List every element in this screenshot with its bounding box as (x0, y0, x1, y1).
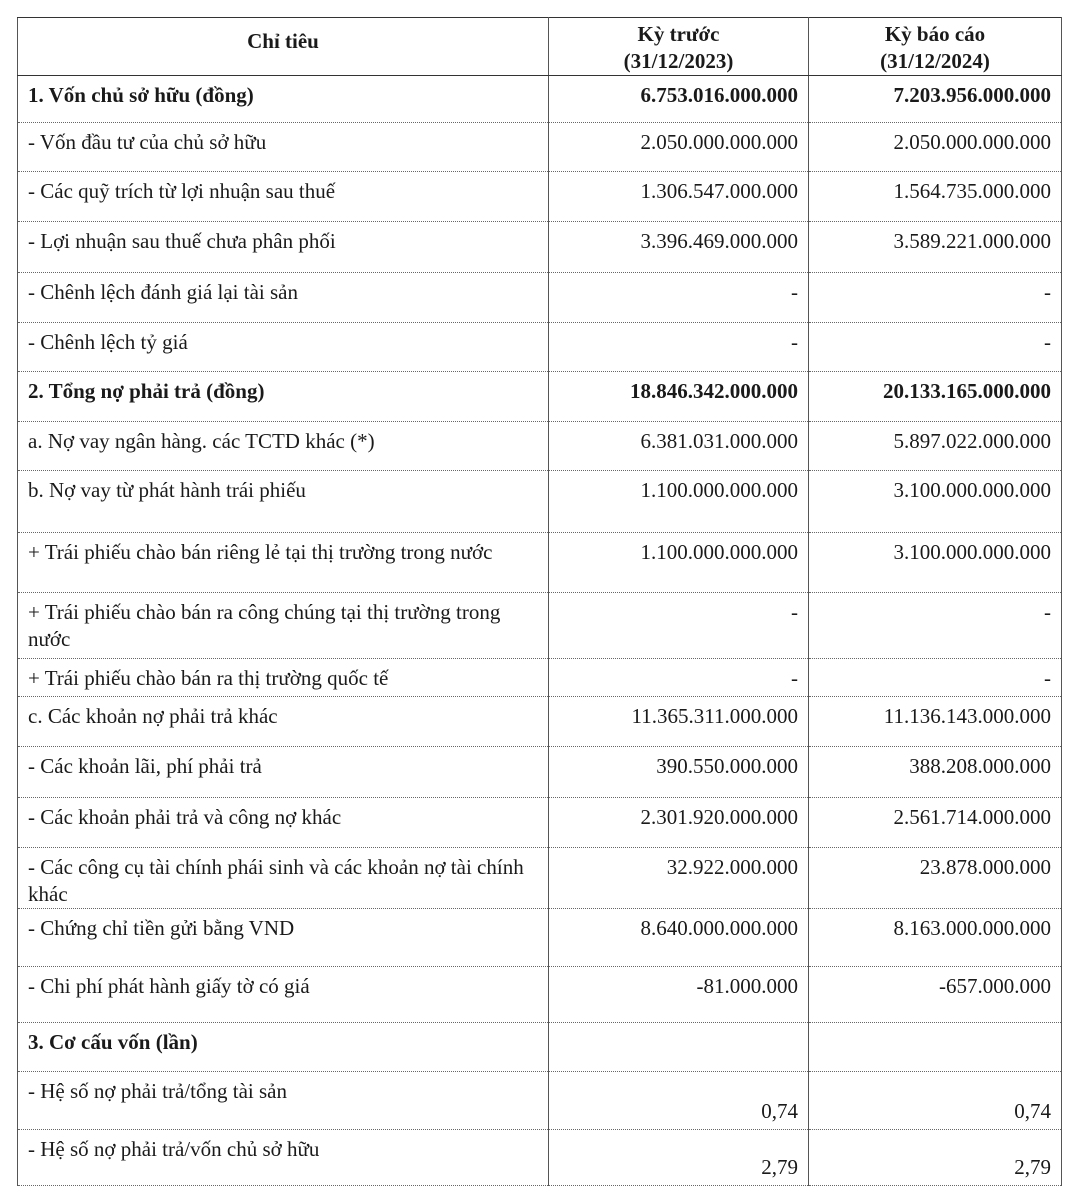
row-label: a. Nợ vay ngân hàng. các TCTD khác (*) (18, 422, 549, 471)
table-row (18, 798, 1062, 848)
row-label: - Các khoản phải trả và công nợ khác (18, 798, 549, 848)
table-row (18, 422, 1062, 471)
row-previous-value: 2.301.920.000.000 (549, 798, 809, 848)
table-row (18, 533, 1062, 593)
table-row (18, 372, 1062, 422)
header-previous-date: (31/12/2023) (623, 49, 734, 73)
table-row (18, 471, 1062, 533)
table-row (18, 747, 1062, 798)
row-report-value: 388.208.000.000 (809, 747, 1062, 798)
row-report-value: 2.050.000.000.000 (809, 123, 1062, 172)
table-row (18, 1072, 1062, 1130)
row-report-value: -657.000.000 (809, 967, 1062, 1023)
row-label: - Các khoản lãi, phí phải trả (18, 747, 549, 798)
row-label: - Hệ số nợ phải trả/tổng tài sản (18, 1072, 549, 1130)
row-previous-value: 390.550.000.000 (549, 747, 809, 798)
row-label: b. Nợ vay từ phát hành trái phiếu (18, 471, 549, 533)
row-previous-value: 11.365.311.000.000 (549, 697, 809, 747)
table-row (18, 909, 1062, 967)
row-previous-value: - (549, 323, 809, 372)
row-label: - Vốn đầu tư của chủ sở hữu (18, 123, 549, 172)
row-previous-value: -81.000.000 (549, 967, 809, 1023)
row-label: 1. Vốn chủ sở hữu (đồng) (18, 76, 549, 123)
table-row (18, 222, 1062, 273)
row-report-value: 8.163.000.000.000 (809, 909, 1062, 967)
table-row (18, 76, 1062, 123)
header-previous-period (549, 18, 809, 76)
row-report-value: 23.878.000.000 (809, 848, 1062, 909)
row-previous-value: 3.396.469.000.000 (549, 222, 809, 273)
row-report-value: 20.133.165.000.000 (809, 372, 1062, 422)
row-label: - Lợi nhuận sau thuế chưa phân phối (18, 222, 549, 273)
row-label: - Chi phí phát hành giấy tờ có giá (18, 967, 549, 1023)
table-row (18, 273, 1062, 323)
header-report-period (809, 18, 1062, 76)
row-report-value: 2,79 (809, 1130, 1062, 1186)
header-indicator: Chỉ tiêu (18, 18, 549, 76)
row-label: - Hệ số nợ phải trả/vốn chủ sở hữu (18, 1130, 549, 1186)
header-previous-label: Kỳ trước (637, 22, 720, 46)
header-report-label: Kỳ báo cáo (884, 22, 986, 46)
row-label: - Chênh lệch tỷ giá (18, 323, 549, 372)
row-previous-value: 6.753.016.000.000 (549, 76, 809, 123)
row-report-value: 2.561.714.000.000 (809, 798, 1062, 848)
row-label: + Trái phiếu chào bán ra thị trường quốc tế (18, 659, 549, 697)
row-label: + Trái phiếu chào bán riêng lẻ tại thị trường trong nước (18, 533, 549, 593)
row-previous-value: 2.050.000.000.000 (549, 123, 809, 172)
row-report-value: 11.136.143.000.000 (809, 697, 1062, 747)
row-label: - Các công cụ tài chính phái sinh và các khoản nợ tài chính khác (18, 848, 549, 909)
row-previous-value: 1.100.000.000.000 (549, 471, 809, 533)
row-previous-value: - (549, 273, 809, 323)
capital-structure-table (17, 17, 1062, 1186)
row-previous-value: - (549, 659, 809, 697)
row-report-value: 3.100.000.000.000 (809, 471, 1062, 533)
row-label: - Chứng chỉ tiền gửi bằng VND (18, 909, 549, 967)
row-report-value: 7.203.956.000.000 (809, 76, 1062, 123)
row-previous-value: 1.306.547.000.000 (549, 172, 809, 222)
row-report-value: - (809, 659, 1062, 697)
row-report-value: - (809, 273, 1062, 323)
table-row (18, 593, 1062, 659)
row-report-value: 3.100.000.000.000 (809, 533, 1062, 593)
table-row (18, 697, 1062, 747)
row-label: + Trái phiếu chào bán ra công chúng tại thị trường trong nước (18, 593, 549, 659)
row-report-value: 3.589.221.000.000 (809, 222, 1062, 273)
row-previous-value: 18.846.342.000.000 (549, 372, 809, 422)
row-previous-value: 1.100.000.000.000 (549, 533, 809, 593)
table-row (18, 1130, 1062, 1186)
row-previous-value: 2,79 (549, 1130, 809, 1186)
row-report-value (809, 1023, 1062, 1072)
table-header-row (18, 18, 1062, 76)
row-report-value: - (809, 593, 1062, 659)
table-row (18, 123, 1062, 172)
table-row (18, 1023, 1062, 1072)
row-label: - Chênh lệch đánh giá lại tài sản (18, 273, 549, 323)
row-report-value: - (809, 323, 1062, 372)
row-report-value: 5.897.022.000.000 (809, 422, 1062, 471)
row-label: 3. Cơ cấu vốn (lần) (18, 1023, 549, 1072)
row-report-value: 1.564.735.000.000 (809, 172, 1062, 222)
table-row (18, 848, 1062, 909)
table-row (18, 659, 1062, 697)
row-previous-value: 32.922.000.000 (549, 848, 809, 909)
row-previous-value (549, 1023, 809, 1072)
row-label: - Các quỹ trích từ lợi nhuận sau thuế (18, 172, 549, 222)
table-row (18, 967, 1062, 1023)
row-label: 2. Tổng nợ phải trả (đồng) (18, 372, 549, 422)
row-report-value: 0,74 (809, 1072, 1062, 1130)
table-row (18, 172, 1062, 222)
row-label: c. Các khoản nợ phải trả khác (18, 697, 549, 747)
row-previous-value: 8.640.000.000.000 (549, 909, 809, 967)
header-report-date: (31/12/2024) (880, 49, 990, 73)
row-previous-value: 0,74 (549, 1072, 809, 1130)
row-previous-value: - (549, 593, 809, 659)
table-row (18, 323, 1062, 372)
row-previous-value: 6.381.031.000.000 (549, 422, 809, 471)
